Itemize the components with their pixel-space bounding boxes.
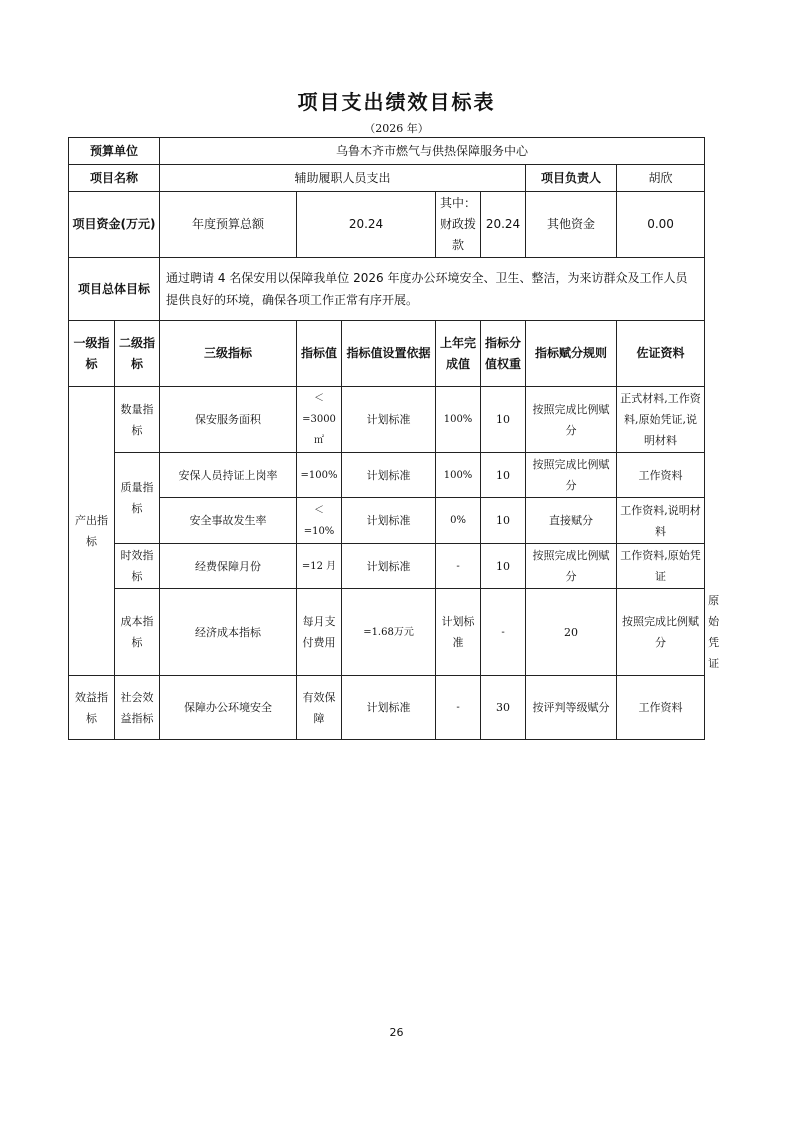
other-funds-value: 0.00 xyxy=(617,192,705,258)
indicator-value: =12 月 xyxy=(297,544,342,589)
indicator-basis: 计划标准 xyxy=(342,676,436,740)
header-level3: 三级指标 xyxy=(160,321,297,387)
level1-output: 产出指标 xyxy=(69,387,115,676)
indicator-last-year: - xyxy=(481,589,526,676)
indicator-header-row xyxy=(69,321,705,387)
level2-social-benefit: 社会效益指标 xyxy=(115,676,160,740)
indicator-weight: 10 xyxy=(481,498,526,544)
budget-unit-row xyxy=(69,138,705,165)
level2-economic-cost: 经济成本指标 xyxy=(160,589,297,676)
indicator-name: 安全事故发生率 xyxy=(160,498,297,544)
indicator-last-year: 100% xyxy=(436,387,481,453)
indicator-last-year: - xyxy=(436,544,481,589)
header-level2: 二级指标 xyxy=(115,321,160,387)
budget-unit-value: 乌鲁木齐市燃气与供热保障服务中心 xyxy=(160,138,705,165)
header-value: 指标值 xyxy=(297,321,342,387)
level2-timeliness: 时效指标 xyxy=(115,544,160,589)
project-name-row xyxy=(69,165,705,192)
table-row: 成本指标 经济成本指标 每月支付费用 =1.68万元 计划标准 - 20 按照完成比例赋分 原始凭证 xyxy=(69,589,705,676)
funds-label: 项目资金(万元) xyxy=(69,192,160,258)
indicator-evidence: 正式材料,工作资料,原始凭证,说明材料 xyxy=(617,387,705,453)
header-last-year: 上年完成值 xyxy=(436,321,481,387)
budget-unit-label: 预算单位 xyxy=(69,138,160,165)
indicator-name: 保障办公环境安全 xyxy=(160,676,297,740)
header-rule: 指标赋分规则 xyxy=(526,321,617,387)
indicator-basis: 计划标准 xyxy=(436,589,481,676)
indicator-value: ＜=3000㎡ xyxy=(297,387,342,453)
indicator-basis: 计划标准 xyxy=(342,453,436,498)
indicator-weight: 20 xyxy=(526,589,617,676)
project-name-label: 项目名称 xyxy=(69,165,160,192)
indicator-basis: 计划标准 xyxy=(342,498,436,544)
indicator-name: 安保人员持证上岗率 xyxy=(160,453,297,498)
indicator-value: ＜=10% xyxy=(297,498,342,544)
project-owner-label: 项目负责人 xyxy=(526,165,617,192)
header-evidence: 佐证资料 xyxy=(617,321,705,387)
indicator-value: 有效保障 xyxy=(297,676,342,740)
table-row xyxy=(69,676,705,740)
level1-cost: 成本指标 xyxy=(115,589,160,676)
table-row xyxy=(69,544,705,589)
table-row xyxy=(69,387,705,453)
indicator-name: 经费保障月份 xyxy=(160,544,297,589)
level2-quality: 质量指标 xyxy=(115,453,160,544)
indicator-last-year: 100% xyxy=(436,453,481,498)
performance-table xyxy=(68,137,720,740)
indicator-evidence: 工作资料,原始凭证 xyxy=(617,544,705,589)
header-level1: 一级指标 xyxy=(69,321,115,387)
overall-goal-label: 项目总体目标 xyxy=(69,258,160,321)
indicator-weight: 10 xyxy=(481,544,526,589)
indicator-rule: 按照完成比例赋分 xyxy=(526,544,617,589)
project-owner-value: 胡欣 xyxy=(617,165,705,192)
annual-budget-value: 20.24 xyxy=(297,192,436,258)
page-number: 26 xyxy=(389,1026,404,1039)
indicator-evidence: 工作资料 xyxy=(617,676,705,740)
indicator-rule: 按照完成比例赋分 xyxy=(617,589,705,676)
indicator-last-year: - xyxy=(436,676,481,740)
funds-row xyxy=(69,192,705,258)
header-basis: 指标值设置依据 xyxy=(342,321,436,387)
other-funds-label: 其他资金 xyxy=(526,192,617,258)
indicator-name: 保安服务面积 xyxy=(160,387,297,453)
fiscal-funds-value: 20.24 xyxy=(481,192,526,258)
indicator-basis: 计划标准 xyxy=(342,387,436,453)
overall-goal-row xyxy=(69,258,705,321)
annual-budget-label: 年度预算总额 xyxy=(160,192,297,258)
indicator-evidence: 工作资料,说明材料 xyxy=(617,498,705,544)
indicator-rule: 直接赋分 xyxy=(526,498,617,544)
header-weight: 指标分值权重 xyxy=(481,321,526,387)
indicator-rule: 按照完成比例赋分 xyxy=(526,387,617,453)
indicator-weight: 10 xyxy=(481,453,526,498)
indicator-value: =100% xyxy=(297,453,342,498)
indicator-value: =1.68万元 xyxy=(342,589,436,676)
page-title: 项目支出绩效目标表 xyxy=(297,90,496,114)
indicator-basis: 计划标准 xyxy=(342,544,436,589)
indicator-weight: 30 xyxy=(481,676,526,740)
indicator-evidence: 工作资料 xyxy=(617,453,705,498)
level2-quantity: 数量指标 xyxy=(115,387,160,453)
table-row xyxy=(69,498,705,544)
indicator-last-year: 0% xyxy=(436,498,481,544)
indicator-rule: 按照完成比例赋分 xyxy=(526,453,617,498)
level1-benefit: 效益指标 xyxy=(69,676,115,740)
indicator-weight: 10 xyxy=(481,387,526,453)
year-label: （2026 年） xyxy=(364,122,429,135)
table-row xyxy=(69,453,705,498)
indicator-rule: 按评判等级赋分 xyxy=(526,676,617,740)
project-name-value: 辅助履职人员支出 xyxy=(160,165,526,192)
indicator-name: 每月支付费用 xyxy=(297,589,342,676)
fiscal-funds-label: 其中：财政拨款 xyxy=(436,192,481,258)
overall-goal-text: 通过聘请 4 名保安用以保障我单位 2026 年度办公环境安全、卫生、整洁，为来访群众及工作人员提供良好的环境，确保各项工作正常有序开展。 xyxy=(160,258,705,321)
